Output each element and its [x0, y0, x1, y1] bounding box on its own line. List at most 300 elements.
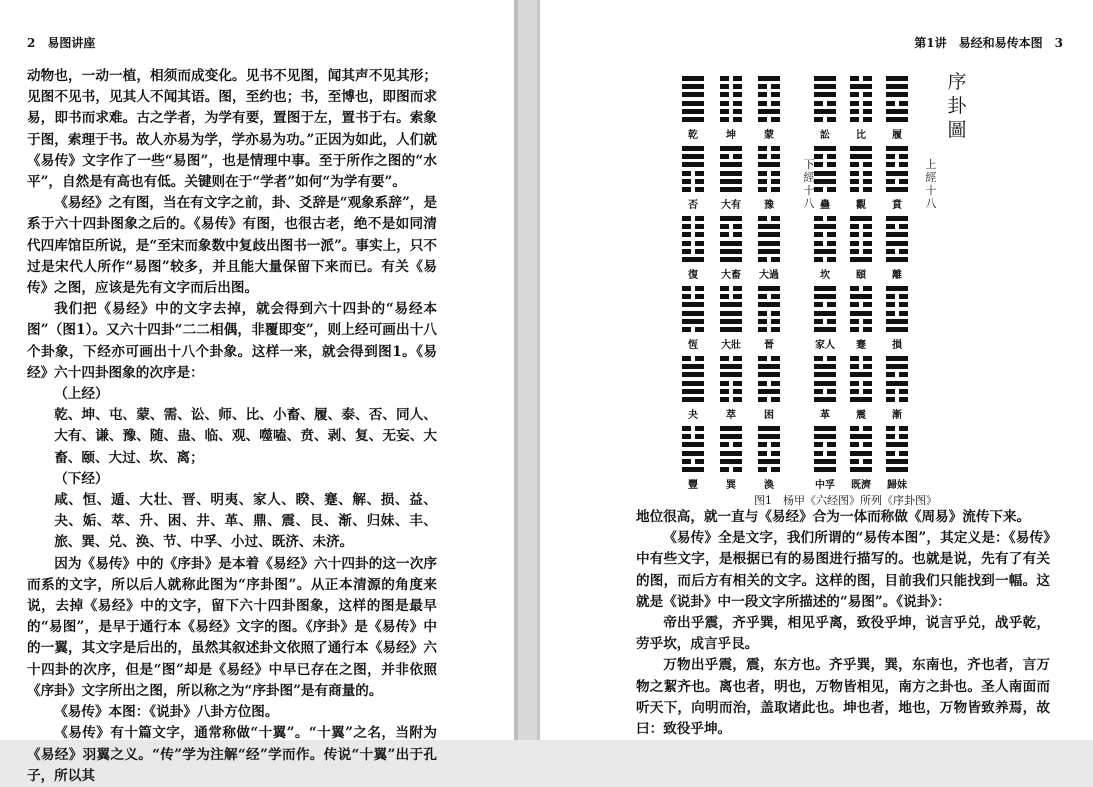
yang-line — [814, 179, 836, 184]
yang-line — [886, 356, 908, 361]
hexagram — [758, 76, 780, 125]
hexagram-name: 豫 — [764, 200, 774, 211]
yang-line — [720, 302, 742, 307]
yang-line — [850, 467, 872, 472]
xugua-figure — [682, 60, 982, 491]
hexagram-name: 蠱 — [820, 200, 830, 211]
yin-line — [682, 224, 704, 229]
yang-line — [682, 389, 704, 394]
hexagram — [814, 216, 836, 265]
yin-line — [814, 101, 836, 106]
hexagram-name: 賁 — [892, 200, 902, 211]
hexagram-name: 觀 — [856, 200, 866, 211]
hexagram-name: 中孚 — [815, 480, 835, 491]
yin-line — [720, 101, 742, 106]
yang-line — [758, 364, 780, 369]
hexagram — [886, 76, 908, 125]
yin-line — [850, 364, 872, 369]
yang-line — [886, 171, 908, 176]
yang-line — [682, 84, 704, 89]
yang-line — [720, 434, 742, 439]
yin-line — [850, 92, 872, 97]
yang-line — [758, 232, 780, 237]
hexagram-name: 大過 — [759, 270, 779, 281]
hexagram-name: 震 — [856, 410, 866, 421]
yang-line — [850, 397, 872, 402]
yang-line — [886, 381, 908, 386]
hexagram — [758, 356, 780, 405]
yin-line — [720, 286, 742, 291]
yang-line — [720, 311, 742, 316]
yang-line — [850, 154, 872, 159]
hexagram — [850, 146, 872, 195]
yang-line — [682, 442, 704, 447]
yin-line — [720, 224, 742, 229]
hexagram-name: 離 — [892, 270, 902, 281]
right-page — [540, 0, 1093, 740]
yang-line — [682, 364, 704, 369]
yin-line — [682, 241, 704, 246]
hexagram — [720, 146, 742, 195]
yang-line — [758, 249, 780, 254]
hexagram — [720, 286, 742, 335]
yang-line — [814, 327, 836, 332]
yin-line — [682, 216, 704, 221]
yang-line — [886, 109, 908, 114]
yin-line — [850, 109, 872, 114]
hexagram — [850, 286, 872, 335]
yang-line — [758, 286, 780, 291]
yin-line — [720, 442, 742, 447]
yang-line — [720, 459, 742, 464]
yin-line — [758, 451, 780, 456]
yin-line — [758, 179, 780, 184]
yin-line — [886, 397, 908, 402]
yang-line — [720, 451, 742, 456]
hexagram-name: 蒙 — [764, 130, 774, 141]
yang-line — [682, 302, 704, 307]
yin-line — [682, 232, 704, 237]
yang-line — [814, 224, 836, 229]
yang-line — [720, 426, 742, 431]
yang-line — [682, 319, 704, 324]
yang-line — [720, 241, 742, 246]
yang-line — [720, 372, 742, 377]
yin-line — [850, 232, 872, 237]
hexagram — [886, 426, 908, 475]
yin-line — [814, 257, 836, 262]
hexagram — [814, 286, 836, 335]
yang-line — [814, 381, 836, 386]
yang-line — [682, 397, 704, 402]
yang-line — [720, 364, 742, 369]
hexagram — [682, 356, 704, 405]
yin-line — [850, 319, 872, 324]
yin-line — [886, 302, 908, 307]
yin-line — [720, 92, 742, 97]
hexagram-name: 革 — [820, 410, 830, 421]
hexagram-name: 大壯 — [721, 340, 741, 351]
yin-line — [720, 294, 742, 299]
yin-line — [814, 356, 836, 361]
yang-line — [850, 257, 872, 262]
yin-line — [814, 442, 836, 447]
yang-line — [758, 241, 780, 246]
yang-line — [758, 302, 780, 307]
yin-line — [720, 109, 742, 114]
yin-line — [758, 187, 780, 192]
hexagram — [886, 216, 908, 265]
yin-line — [814, 241, 836, 246]
yang-line — [814, 146, 836, 151]
yin-line — [758, 397, 780, 402]
hexagram — [682, 76, 704, 125]
hexagram — [850, 356, 872, 405]
yin-line — [850, 76, 872, 81]
yang-line — [850, 451, 872, 456]
hexagram — [886, 286, 908, 335]
hexagram — [850, 76, 872, 125]
yang-line — [758, 76, 780, 81]
yin-line — [814, 162, 836, 167]
yin-line — [850, 179, 872, 184]
yang-line — [682, 451, 704, 456]
left-page — [0, 0, 514, 784]
paragraph: 帝出乎震，齐乎巽，相见乎离，致役乎坤，说言乎兑，战乎乾，劳乎坎，成言乎艮。 — [636, 615, 1050, 653]
paragraph: 动物也，一动一植，相须而成变化。见书不见图，闻其声不见其形；见图不见书，见其人不闻其语。图，至约也；书，至博也，即图而求易，即书而求难。古之学者，为学有要，置图于左，置书于右。索象于图，索理于书。故人亦易为学，学亦易为功。”正因为如此，人们就《易传》文字作了一些“易图”，也是情理中事。至于所作之图的“水平”，自然是有高也有低。关键则在于“学者”如何“为学有要”。 — [27, 68, 437, 191]
yang-line — [814, 467, 836, 472]
paragraph: 《易传》本图：《说卦》八卦方位图。 — [54, 704, 279, 721]
hexagram — [720, 216, 742, 265]
gutter-shadow — [514, 0, 518, 740]
yin-line — [758, 319, 780, 324]
paragraph: 地位很高，就一直与《易经》合为一体而称做《周易》流传下来。 — [636, 509, 1031, 525]
yin-line — [850, 286, 872, 291]
yin-line — [814, 302, 836, 307]
yin-line — [850, 224, 872, 229]
yang-line — [758, 459, 780, 464]
yin-line — [758, 117, 780, 122]
yang-line — [886, 442, 908, 447]
yin-line — [682, 187, 704, 192]
yang-line — [886, 459, 908, 464]
yin-line — [682, 286, 704, 291]
yin-line — [850, 356, 872, 361]
hexagram-name: 訟 — [820, 130, 830, 141]
yin-line — [814, 187, 836, 192]
yang-line — [814, 76, 836, 81]
yang-line — [814, 249, 836, 254]
yang-line — [682, 162, 704, 167]
yang-line — [814, 426, 836, 431]
yang-line — [814, 92, 836, 97]
yin-line — [886, 224, 908, 229]
yin-line — [758, 154, 780, 159]
yin-line — [886, 249, 908, 254]
hexagram-name: 坎 — [820, 270, 830, 281]
hexagram-name: 復 — [688, 270, 698, 281]
yin-line — [720, 381, 742, 386]
hexagram-list-upper: 乾、坤、屯、蒙、需、讼、师、比、小畜、履、泰、否、同人、大有、谦、豫、随、蛊、临、观、噬嗑、贲、剥、复、无妄、大畜、颐、大过、坎、离； — [54, 407, 437, 466]
hexagram — [814, 426, 836, 475]
figure-label-upper-classic: 上經十八 — [925, 158, 937, 210]
yin-line — [850, 426, 872, 431]
yin-line — [758, 311, 780, 316]
yin-line — [720, 76, 742, 81]
yin-line — [850, 171, 872, 176]
yang-line — [886, 216, 908, 221]
hexagram — [682, 426, 704, 475]
yang-line — [682, 311, 704, 316]
hexagram-name: 渙 — [764, 480, 774, 491]
hexagram — [850, 216, 872, 265]
yang-line — [682, 154, 704, 159]
hexagram-name: 否 — [688, 200, 698, 211]
yin-line — [814, 154, 836, 159]
yang-line — [814, 311, 836, 316]
hexagram-name: 大有 — [721, 200, 741, 211]
yin-line — [814, 451, 836, 456]
hexagram-name: 乾 — [688, 130, 698, 141]
yin-line — [758, 216, 780, 221]
yin-line — [720, 356, 742, 361]
yin-line — [758, 84, 780, 89]
yang-line — [886, 364, 908, 369]
yin-line — [758, 257, 780, 262]
yang-line — [758, 224, 780, 229]
yang-line — [720, 257, 742, 262]
yin-line — [758, 294, 780, 299]
yang-line — [682, 101, 704, 106]
yin-line — [720, 84, 742, 89]
yin-line — [886, 434, 908, 439]
yang-line — [886, 92, 908, 97]
yang-line — [682, 467, 704, 472]
yin-line — [850, 381, 872, 386]
yang-line — [720, 187, 742, 192]
hexagram-name: 既濟 — [851, 480, 871, 491]
yin-line — [682, 459, 704, 464]
yin-line — [886, 372, 908, 377]
yin-line — [758, 381, 780, 386]
yang-line — [758, 372, 780, 377]
yin-line — [850, 389, 872, 394]
figure-label-lower-classic: 下經十八 — [803, 158, 815, 210]
yang-line — [720, 162, 742, 167]
yang-line — [850, 434, 872, 439]
yang-line — [682, 146, 704, 151]
hexagram-name: 坤 — [726, 130, 736, 141]
hexagram-name: 比 — [856, 130, 866, 141]
hexagram — [758, 146, 780, 195]
yin-line — [850, 442, 872, 447]
yang-line — [814, 171, 836, 176]
hexagram-name: 大畜 — [721, 270, 741, 281]
hexagram — [682, 146, 704, 195]
yang-line — [886, 84, 908, 89]
yang-line — [886, 232, 908, 237]
hexagram-name: 損 — [892, 340, 902, 351]
yang-line — [886, 319, 908, 324]
yang-line — [720, 171, 742, 176]
yin-line — [850, 249, 872, 254]
yin-line — [758, 442, 780, 447]
running-head-right: 第1讲 易经和易传本图 3 — [914, 36, 1063, 50]
yin-line — [758, 467, 780, 472]
hexagram — [720, 76, 742, 125]
hexagram — [720, 426, 742, 475]
yang-line — [850, 216, 872, 221]
yang-line — [682, 109, 704, 114]
yin-line — [850, 101, 872, 106]
hexagram-name: 家人 — [815, 340, 835, 351]
yin-line — [682, 426, 704, 431]
yin-line — [758, 101, 780, 106]
yang-line — [720, 249, 742, 254]
yin-line — [814, 216, 836, 221]
yang-line — [850, 311, 872, 316]
yin-line — [814, 117, 836, 122]
hexagram — [814, 356, 836, 405]
yin-line — [758, 171, 780, 176]
yin-line — [814, 319, 836, 324]
yin-line — [758, 327, 780, 332]
yin-line — [886, 311, 908, 316]
yang-line — [886, 187, 908, 192]
yang-line — [682, 381, 704, 386]
right-body-text — [636, 507, 1050, 740]
yang-line — [814, 84, 836, 89]
paragraph: 《易传》有十篇文字，通常称做“十翼”。“十翼”之名，当附为《易经》羽翼之义。“传”学为注解“经”学而作。传说“十翼”出于孔子，所以其 — [27, 725, 437, 784]
yang-line — [886, 146, 908, 151]
yang-line — [758, 434, 780, 439]
yin-line — [850, 302, 872, 307]
yang-line — [850, 372, 872, 377]
yin-line — [814, 232, 836, 237]
figure-title: 序卦圖 — [947, 71, 967, 141]
yin-line — [886, 389, 908, 394]
yin-line — [850, 117, 872, 122]
yang-line — [886, 327, 908, 332]
page-gutter — [514, 0, 540, 740]
yin-line — [758, 356, 780, 361]
hexagram-name: 萃 — [726, 410, 736, 421]
hexagram-name: 頤 — [856, 270, 866, 281]
paragraph: 《易传》全是文字，我们所谓的“易传本图”，其定义是：《易传》中有些文字，是根据已有的易图进行描写的。也就是说，先有了有关的图，而后方有相关的文字。这样的图，目前我们只能找到一幅。这就是《说卦》中一段文字所描述的“易图”。《说卦》： — [636, 530, 1050, 610]
paragraph: 因为《易传》中的《序卦》是本着《易经》六十四卦的这一次序而系的文字，所以后人就称此图为“序卦图”。从正本清源的角度来说，去掉《易经》中的文字，留下六十四卦图象，这样的图是最早的“易图”，是早于通行本《易经》文字的图。《序卦》是《易传》中的一翼，其文字是后出的，虽然其叙述卦文依照了通行本《易经》六十四卦的次序，但是“图”却是《易经》中早已存在之图，并非依照《序卦》文字所出之图，所以称之为“序卦图”是有商量的。 — [27, 555, 437, 699]
hexagram — [758, 286, 780, 335]
yang-line — [758, 109, 780, 114]
section-label-lower: （下经） — [54, 470, 109, 487]
yang-line — [758, 389, 780, 394]
yang-line — [814, 459, 836, 464]
yang-line — [682, 117, 704, 122]
yang-line — [682, 92, 704, 97]
yang-line — [814, 294, 836, 299]
yang-line — [886, 117, 908, 122]
yin-line — [886, 179, 908, 184]
hexagram-name: 恆 — [688, 340, 698, 351]
yang-line — [814, 109, 836, 114]
hexagram-name: 晉 — [764, 340, 774, 351]
paragraph: 万物出乎震，震，东方也。齐乎巽，巽，东南也，齐也者，言万物之絜齐也。离也者，明也，万物皆相见，南方之卦也。圣人南面而听天下，向明而治，盖取诸此也。坤也者，地也，万物皆致养焉，故曰：致役乎坤。 — [636, 657, 1050, 738]
yang-line — [814, 397, 836, 402]
yin-line — [720, 154, 742, 159]
yin-line — [682, 171, 704, 176]
yin-line — [720, 397, 742, 402]
section-label-upper: （上经） — [54, 386, 109, 403]
running-head-left: 2 易图讲座 — [27, 36, 96, 50]
yin-line — [886, 154, 908, 159]
hexagram-name: 夬 — [688, 410, 698, 421]
yin-line — [682, 327, 704, 332]
yang-line — [814, 434, 836, 439]
yin-line — [850, 459, 872, 464]
yang-line — [720, 216, 742, 221]
hexagram — [682, 286, 704, 335]
hexagram-name: 困 — [764, 410, 774, 421]
yin-line — [886, 162, 908, 167]
yin-line — [850, 327, 872, 332]
hexagram — [814, 76, 836, 125]
hexagram — [886, 356, 908, 405]
yang-line — [720, 179, 742, 184]
yin-line — [682, 434, 704, 439]
paragraph: 《易经》之有图，当在有文字之前，卦、爻辞是“观象系辞”，是系于六十四卦图象之后的。《易传》有图，也很古老，绝不是如同清代四库馆臣所说，是“至宋而象数中复歧出图书一派”。事实上，只不过是宋代人所作“易图”较多，并且能大量保留下来而已。有关《易传》之图，应该是先有文字而后出图。 — [27, 195, 437, 297]
yin-line — [850, 187, 872, 192]
yang-line — [850, 146, 872, 151]
hexagram-name: 履 — [892, 130, 902, 141]
paragraph: 我们把《易经》中的文字去掉，就会得到六十四卦的“易经本图”（图1）。又六十四卦“二二相偶，非覆即变”，则上经可画出十八个卦象，下经亦可画出十八个卦象。这样一来，就会得到图1。《易经》六十四卦图象的次序是： — [27, 301, 437, 381]
figure-caption: 图1 杨甲《六经图》所列《序卦图》 — [754, 494, 937, 507]
yang-line — [814, 286, 836, 291]
yang-line — [886, 467, 908, 472]
yin-line — [720, 117, 742, 122]
yin-line — [720, 389, 742, 394]
yin-line — [850, 241, 872, 246]
yin-line — [682, 356, 704, 361]
hexagram-name: 歸妹 — [887, 480, 907, 491]
yin-line — [850, 162, 872, 167]
yin-line — [758, 146, 780, 151]
hexagram — [682, 216, 704, 265]
yin-line — [682, 179, 704, 184]
hexagram — [886, 146, 908, 195]
yang-line — [850, 294, 872, 299]
hexagram-name: 蹇 — [856, 340, 866, 351]
yang-line — [758, 426, 780, 431]
yin-line — [682, 294, 704, 299]
yang-line — [682, 76, 704, 81]
yin-line — [886, 294, 908, 299]
yang-line — [720, 146, 742, 151]
yang-line — [720, 319, 742, 324]
hexagram — [758, 216, 780, 265]
yang-line — [758, 162, 780, 167]
yin-line — [682, 249, 704, 254]
yin-line — [720, 232, 742, 237]
hexagram-name: 巽 — [726, 480, 736, 491]
yang-line — [682, 372, 704, 377]
yang-line — [886, 257, 908, 262]
left-body-text — [27, 66, 437, 787]
yin-line — [886, 451, 908, 456]
hexagram-name: 豐 — [688, 480, 698, 491]
hexagram — [720, 356, 742, 405]
yang-line — [886, 76, 908, 81]
yang-line — [682, 257, 704, 262]
yang-line — [720, 327, 742, 332]
